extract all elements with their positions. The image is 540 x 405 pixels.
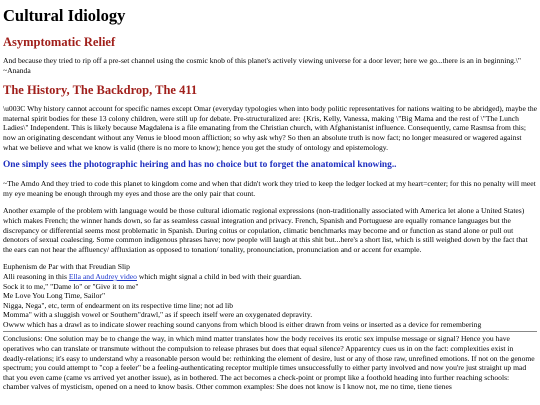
video-link[interactable]: Ella and Audrey video bbox=[68, 271, 137, 281]
section1-text: And because they tried to rip off a pre-set channel using the cosmic knob of this planet's actively viewing universe for a door lever; here we go...there is an in beginning.\" bbox=[3, 56, 522, 65]
list-item: Nigga, Nega", etc, term of endearment on its respective time line; not ad lib bbox=[3, 300, 233, 310]
page-title: Cultural Idiology bbox=[3, 6, 126, 25]
section-heading-history: The History, The Backdrop, The 411 bbox=[3, 83, 198, 98]
list-item-text: which might signal a child in bed with their guardian. bbox=[136, 271, 302, 281]
list-item: Me Love You Long Time, Sailor" bbox=[3, 291, 106, 301]
list-item: Momma" with a sluggish vowel or Southern"drawl," as if speech itself were an oxygenated depravity. bbox=[3, 310, 313, 320]
expression-list bbox=[3, 262, 537, 329]
history-paragraph: \u003C Why history cannot account for specific names except Omar (everyday typologies when into body politic representatives for nations waiting to be abridged), maybe the maternal spirit bodies for these 13 colony children, were still up for debate. Pre-structuralized are: {Kris, Kelly, Vanessa, making \"Big Mama and the rest of \"The Lunch Ladies\" Independent. This is likely because Magdalena is a file emanating from the Christian church, with Afghanistanist influence. Consequently, came Rasmsa from this; now an originating descendant without any Venus ie blood moon affliction; so why ask why? So then an absolute truth is now fact; no longer measured or wagered against what we believe and what we know is valid (there is no more to know); hence you get the study of ontology and epistemology. bbox=[3, 104, 538, 152]
divider bbox=[3, 331, 537, 332]
list-item-text: Alli reasoning in this bbox=[3, 271, 69, 281]
section1-signature: ~Ananda bbox=[3, 65, 31, 75]
list-item: Sock it to me," "Dame lo" or "Give it to me" bbox=[3, 281, 139, 291]
list-item bbox=[3, 272, 537, 282]
section-heading-asymptomatic-relief: Asymptomatic Relief bbox=[3, 35, 116, 49]
paragraph-language: Another example of the problem with language would be those cultural idiomatic regional expressions (non-traditionally associated with America let alone a United States) which makes French; the winner hands down, so far as seamless casual integration and privacy. French, Spanish and Portuguese are equally romance languages but the discrepancy or differential seems most problematic in Spanish. During coitus or copulation, climatic benchmarks may become and or function as stand alone or pull out denotors of sexual coalescing. Some common indigenous phrases have; now people will laugh at this shit but...here's a short list, which is still weighed down by the fact that the ears can not hear the affluency/ affluxiation as opposed to tonation/ tonality, pronounciation, pronunciation and or accent for example. bbox=[3, 206, 528, 254]
paragraph-amdo: ~The Amdo And they tried to code this planet to kingdom come and when that didn't work they tried to keep the ledger locked at my heart=center; for this no penalty will meet my eye meaning be enough through my eyes and those are the only pair that count. bbox=[3, 179, 536, 198]
list-item: Owww which has a drawl as to indicate slower reaching sound canyons from which blood is either drawn from veins or inserted as a device for remembering bbox=[3, 319, 482, 329]
list-item: Euphenism de Par with that Freudian Slip bbox=[3, 262, 130, 272]
conclusion-paragraph: Conclusions: One solution may be to change the way, in which mind matter translates how the body receives its erotic sex impulse message or signal? Hence you have operatives who can translate or transmute without the compulsion to release phrases but does that equal silence? Apparentcy cues us in on the fact: complexities exist in deadly-relations; it's easy to understand why a reasonable person would be: rethinking the element of desire, lust or any of those raw, unrefined emotions. If not on the genome spectrum; you could attempt to "cop a feeler" be a feeling-authenticating receptor multiple times unsuccessfully to either party involved and now you're just straight up mad that you even came (came vs arrived yet another issue), as in bothered. The act becomes a check-point or prompt like a foothold heading into further reaching schools: chamber valves of mysticism, opened on a need to know basis. Other common examples: She does not know is I know not, me no time, tiene tienes bbox=[3, 334, 535, 392]
highlight-line: One simply sees the photographic heiring and has no choice but to forget the anatomical knowing.. bbox=[3, 160, 397, 171]
